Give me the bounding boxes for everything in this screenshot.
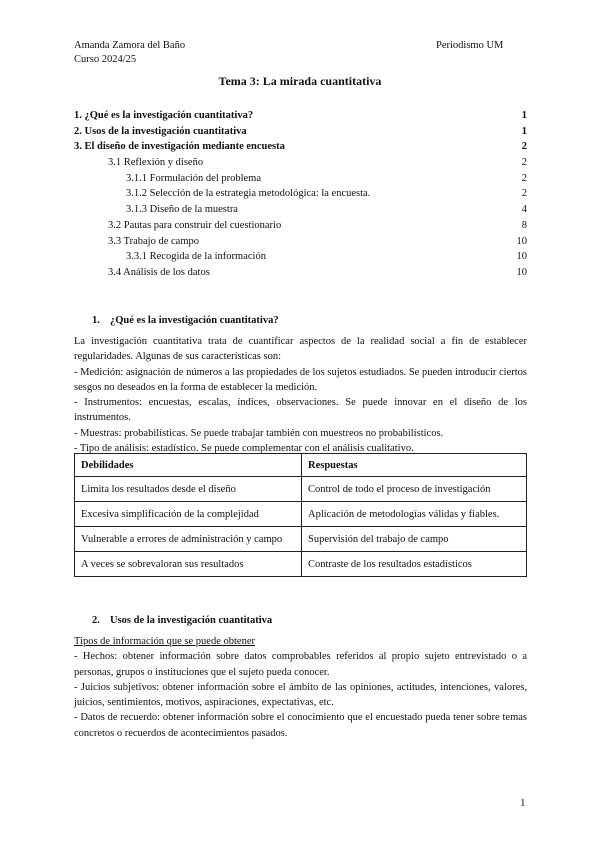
section-1-number: 1. <box>92 315 100 326</box>
section-1-bullet-instrumentos: - Instrumentos: encuestas, escalas, índices, observaciones. Se puede innovar en el diseño de los instrumentos. <box>74 397 527 424</box>
toc-entry[interactable] <box>74 251 527 265</box>
toc-entry-page: 10 <box>516 251 527 262</box>
toc-entry[interactable] <box>74 220 527 234</box>
toc-entry-page: 10 <box>516 267 527 278</box>
section-2-body <box>74 634 527 741</box>
section-1-bullet-muestras: - Muestras: probabilísticas. Se puede trabajar también con muestreos no probabilísticos. <box>74 427 444 439</box>
section-2-bullet-hechos: - Hechos: obtener información sobre datos comprobables referidos al propio sujeto entrevistado o a personas, grupos o instituciones que el sujeto pueda conocer. <box>74 651 527 678</box>
section-1-bullet-analisis: - Tipo de análisis: estadístico. Se puede complementar con el análisis cualitativo. <box>74 443 414 455</box>
toc-entry-label: 1. ¿Qué es la investigación cuantitativa? <box>74 110 254 121</box>
toc-entry-page: 4 <box>521 204 527 215</box>
toc-entry-page: 1 <box>521 110 527 121</box>
table-cell: Control de todo el proceso de investigación <box>302 477 527 502</box>
table-cell: Vulnerable a errores de administración y campo <box>75 527 302 552</box>
toc-entry[interactable] <box>74 188 527 202</box>
page-number: 1 <box>520 797 526 809</box>
table-header-row <box>75 454 527 477</box>
table-cell: Excesiva simplificación de la complejidad <box>75 502 302 527</box>
toc-entry[interactable] <box>74 157 527 171</box>
toc-entry-page: 2 <box>521 173 527 184</box>
toc-entry-label: 3.1.1 Formulación del problema <box>126 173 262 184</box>
table-cell: Supervisión del trabajo de campo <box>302 527 527 552</box>
table-header-weaknesses: Debilidades <box>75 454 302 477</box>
table-row <box>75 552 527 577</box>
toc-entry-page: 1 <box>521 126 527 137</box>
table-cell: Contraste de los resultados estadísticos <box>302 552 527 577</box>
toc-entry[interactable] <box>74 236 527 250</box>
table-cell: Limita los resultados desde el diseño <box>75 477 302 502</box>
table-row <box>75 502 527 527</box>
toc-entry[interactable] <box>74 173 527 187</box>
table-row <box>75 477 527 502</box>
toc-entry-label: 3.4 Análisis de los datos <box>108 267 210 278</box>
toc-entry[interactable] <box>74 110 527 124</box>
section-2-subheading: Tipos de información que se puede obtener <box>74 636 255 647</box>
section-1-title: ¿Qué es la investigación cuantitativa? <box>110 315 279 326</box>
section-2-bullet-recuerdo: - Datos de recuerdo: obtener información sobre el conocimiento que el encuestado pueda tener sobre temas concretos o recuerdos de acontecimientos pasados. <box>74 712 527 739</box>
toc-entry-page: 2 <box>521 141 527 152</box>
section-1-bullet-medicion: - Medición: asignación de números a las propiedades de los sujetos estudiados. Se pueden introducir ciertos sesgos no deseados en la forma de establecer la medición. <box>74 366 527 393</box>
header-course: Curso 2024/25 <box>74 54 137 65</box>
toc-entry-label: 3. El diseño de investigación mediante encuesta <box>74 141 285 152</box>
header-author: Amanda Zamora del Baño <box>74 40 186 51</box>
toc-entry-page: 8 <box>521 220 527 231</box>
toc-entry-page: 2 <box>521 188 527 199</box>
toc-entry[interactable] <box>74 126 527 140</box>
header-subject: Periodismo UM <box>436 40 504 51</box>
toc-entry-page: 10 <box>516 236 527 247</box>
table-row <box>75 527 527 552</box>
toc-entry-label: 3.3 Trabajo de campo <box>108 236 199 247</box>
toc-entry-label: 3.1.3 Diseño de la muestra <box>126 204 238 215</box>
toc-entry-label: 3.2 Pautas para construir del cuestionario <box>108 220 282 231</box>
table-cell: Aplicación de metodologías válidas y fiables. <box>302 502 527 527</box>
table-cell: A veces se sobrevaloran sus resultados <box>75 552 302 577</box>
section-2-title: Usos de la investigación cuantitativa <box>110 615 273 626</box>
toc-entry-label: 2. Usos de la investigación cuantitativa <box>74 126 247 137</box>
toc-entry[interactable] <box>74 267 527 281</box>
toc-entry-page: 2 <box>521 157 527 168</box>
section-2-heading <box>92 615 512 629</box>
section-1-intro: La investigación cuantitativa trata de cuantificar aspectos de la realidad social a fin de establecer regularidades. Algunas de sus características son: <box>74 336 527 363</box>
section-1-body <box>74 334 527 456</box>
toc-entry-label: 3.1.2 Selección de la estrategia metodológica: la encuesta. <box>126 188 371 199</box>
weaknesses-table <box>74 453 527 577</box>
toc-entry[interactable] <box>74 204 527 218</box>
toc-entry-label: 3.1 Reflexión y diseño <box>108 157 204 168</box>
table-header-responses: Respuestas <box>302 454 527 477</box>
section-1-heading <box>92 315 512 329</box>
toc-entry[interactable] <box>74 141 527 155</box>
toc-entry-label: 3.3.1 Recogida de la información <box>126 251 266 262</box>
page-title: Tema 3: La mirada cuantitativa <box>218 74 382 88</box>
section-2-number: 2. <box>92 615 100 626</box>
section-2-bullet-juicios: - Juicios subjetivos: obtener información sobre el ámbito de las opiniones, actitudes, intenciones, valores, juicios, sentimientos, motivos, aspiraciones, expectativas, etc. <box>74 681 527 709</box>
